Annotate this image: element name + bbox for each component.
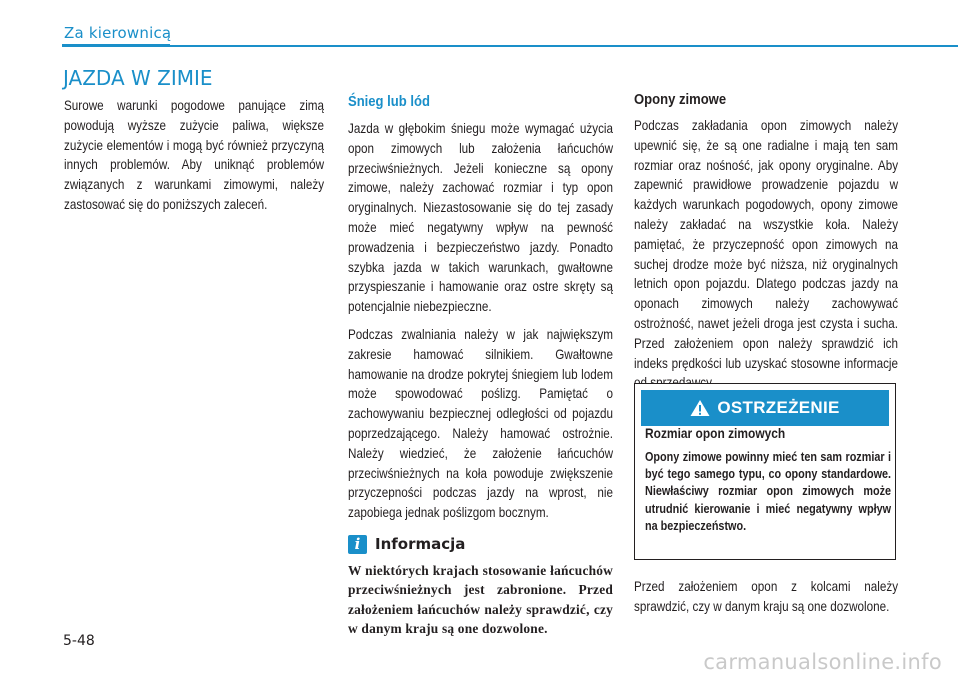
warning-label: OSTRZEŻENIE [717, 398, 840, 417]
warning-text: Opony zimowe powinny mieć ten sam rozmiar i być tego samego typu, co opony standardowe. Niewłaściwy rozmiar opon zimowych może utrudnić kierowanie i mieć negatywny wpływ na bezpieczeństwo. [645, 450, 892, 533]
info-text: W niektórych krajach stosowanie łańcuchów przeciwśnieżnych jest zabronione. Przed założeniem łańcuchów należy sprawdzić, czy w danym kraju są one dozwolone. [348, 562, 613, 637]
column-intro [64, 96, 324, 223]
studded-tires-note [634, 577, 898, 625]
column-winter-tires [634, 92, 898, 401]
warning-title: Rozmiar opon zimowych [645, 426, 786, 441]
warning-banner [641, 390, 889, 426]
section-title: Za kierownicą [64, 24, 172, 42]
main-heading: JAZDA W ZIMIE [63, 66, 213, 90]
warning-box [634, 383, 896, 560]
warning-content [645, 426, 891, 535]
watermark: carmanualsonline.info [703, 650, 942, 674]
warning-triangle-icon [690, 399, 710, 417]
intro-paragraph: Surowe warunki pogodowe panujące zimą powodują wyższe zużycie paliwa, większe zużycie elementów i mogą być również przyczyną innych problemów. Aby uniknąć problemów związanych z warunkami zimowymi, należy zastosować się do poniższych zaleceń. [64, 98, 325, 212]
page-number: 5-48 [63, 633, 95, 649]
snow-ice-paragraph-1: Jazda w głębokim śniegu może wymagać użycia opon zimowych lub założenia łańcuchów przeciwśnieżnych. Jeżeli konieczne są opony zimowe, należy zachować rozmiar i typ opon oryginalnych. Niezastosowanie się do tej zasady może mieć negatywny wpływ na pewność prowadzenia i bezpieczeństwo jazdy. Ponadto szybka jazda w takich warunkach, gwałtowne przyspieszanie i hamowanie oraz ostre skręty są potencjalnie niebezpieczne. [348, 121, 614, 315]
header-rule [62, 45, 958, 47]
column-snow-ice [348, 94, 613, 639]
info-icon: i [348, 535, 367, 554]
studded-tires-paragraph: Przed założeniem opon z kolcami należy sprawdzić, czy w danym kraju są one dozwolone. [634, 579, 899, 614]
info-title: Informacja [375, 535, 466, 554]
snow-ice-heading: Śnieg lub lód [348, 94, 430, 110]
winter-tires-heading: Opony zimowe [634, 92, 727, 108]
info-header [348, 535, 613, 554]
snow-ice-paragraph-2: Podczas zwalniania należy w jak największym zakresie hamować silnikiem. Gwałtowne hamowanie na drodze pokrytej śniegiem lub lodem może spowodować poślizg. Pamiętać o zachowywaniu bezpiecznej odległości od pojazdu poprzedzającego. Należy hamować ostrożnie. Należy wiedzieć, że założenie łańcuchów przeciwśnieżnych na koła powoduje zwiększenie przyczepności podczas jazdy na wprost, nie zapobiega jednak poślizgom bocznym. [348, 326, 614, 521]
winter-tires-paragraph: Podczas zakładania opon zimowych należy upewnić się, że są one radialne i mają ten sam rozmiar oraz nośność, jak opony oryginalne. Aby zapewnić prawidłowe prowadzenie pojazdu w każdych warunkach pogodowych, opony zimowe należy zakładać na wszystkie koła. Należy pamiętać, że przyczepność opon zimowych na suchej drodze może być niższa, niż oryginalnych letnich opon pojazdu. Dlatego podczas jazdy na oponach zimowych należy zachowywać ostrożność, nawet jeżeli droga jest czysta i sucha. Przed założeniem opon należy sprawdzić ich indeks prędkości lub uzyskać stosowne informacje [634, 118, 899, 371]
